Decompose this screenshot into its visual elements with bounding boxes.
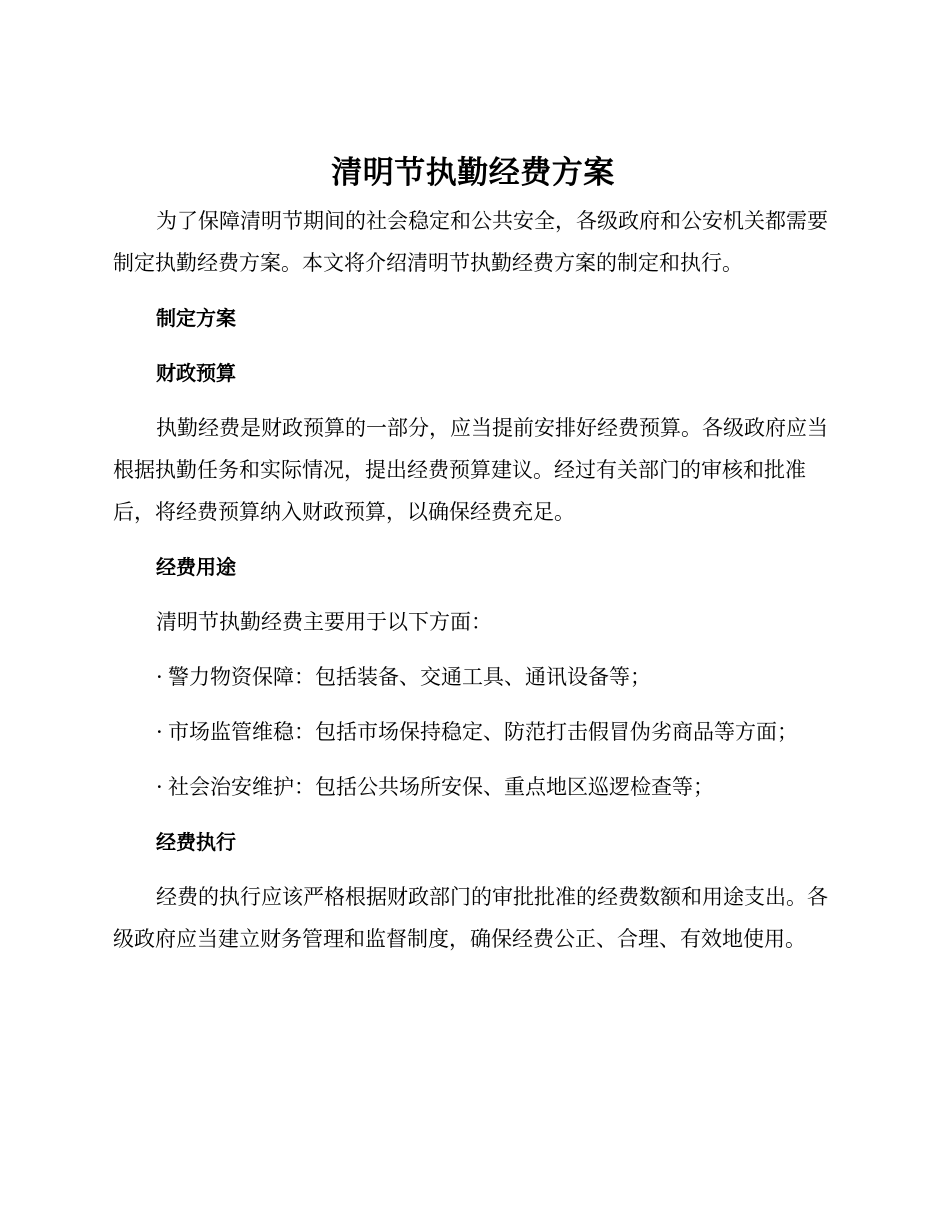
list-item-text: 警力物资保障：包括装备、交通工具、通讯设备等； (168, 665, 651, 689)
list-item-text: 社会治安维护：包括公共场所安保、重点地区巡逻检查等； (168, 775, 714, 799)
list-item (156, 656, 833, 698)
section-heading-usage: 经费用途 (156, 555, 236, 579)
document-page (113, 150, 833, 960)
section-heading-plan: 制定方案 (156, 306, 236, 330)
usage-intro-text: 清明节执勤经费主要用于以下方面： (156, 610, 492, 634)
execution-paragraph: 经费的执行应该严格根据财政部门的审批批准的经费数额和用途支出。各级政府应当建立财务管理和监督制度，确保经费公正、合理、有效地使用。 (113, 885, 828, 951)
budget-paragraph: 执勤经费是财政预算的一部分，应当提前安排好经费预算。各级政府应当根据执勤任务和实际情况，提出经费预算建议。经过有关部门的审核和批准后，将经费预算纳入财政预算，以确保经费充足。 (113, 416, 828, 524)
list-item (156, 766, 833, 808)
document-title: 清明节执勤经费方案 (331, 155, 615, 191)
bullet-mark: · (156, 775, 163, 799)
intro-paragraph: 为了保障清明节期间的社会稳定和公共安全，各级政府和公安机关都需要制定执勤经费方案。本文将介绍清明节执勤经费方案的制定和执行。 (113, 209, 828, 275)
bullet-mark: · (156, 665, 163, 689)
section-heading-execution: 经费执行 (156, 830, 236, 854)
list-item-text: 市场监管维稳：包括市场保持稳定、防范打击假冒伪劣商品等方面； (168, 720, 798, 744)
section-heading-budget: 财政预算 (156, 361, 236, 385)
bullet-mark: · (156, 720, 163, 744)
list-item (156, 711, 833, 753)
usage-list (113, 656, 833, 808)
